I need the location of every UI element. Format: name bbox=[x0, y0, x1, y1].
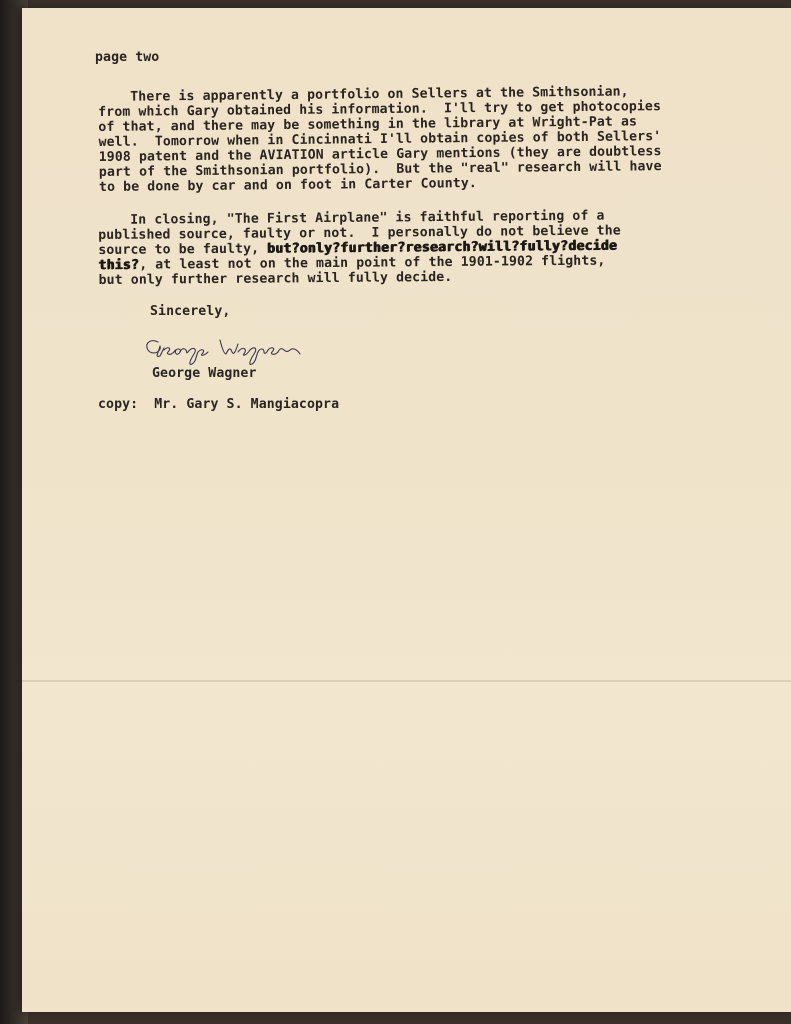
paragraph-line: In closing, "The First Airplane" is faithful reporting of a bbox=[98, 208, 605, 228]
paragraph-line: of that, and there may be something in the library at Wright-Pat as bbox=[98, 114, 638, 135]
paragraph-line: 1908 patent and the AVIATION article Gary mentions (they are doubtless bbox=[98, 144, 662, 165]
paragraph-line: well. Tomorrow when in Cincinnati I'll obtain copies of both Sellers' bbox=[98, 129, 662, 150]
paragraph-line: part of the Smithsonian portfolio). But the "real" research will have bbox=[98, 159, 662, 180]
handwritten-signature bbox=[140, 330, 310, 368]
paragraph-line: There is apparently a portfolio on Sellers at the Smithsonian, bbox=[98, 84, 629, 105]
paragraph-research bbox=[98, 84, 662, 195]
copy-recipient-line bbox=[98, 397, 339, 412]
struck-out-text: but?only?further?research?will?fully?decide bbox=[267, 238, 618, 257]
page-heading: page two bbox=[95, 50, 160, 65]
paragraph-line: but only further research will fully decide. bbox=[98, 269, 453, 288]
copy-recipient: Mr. Gary S. Mangiacopra bbox=[154, 397, 340, 412]
closing-salutation: Sincerely, bbox=[150, 304, 231, 319]
paragraph-closing bbox=[98, 208, 621, 288]
copy-label: copy: bbox=[98, 397, 139, 412]
paragraph-line: published source, faulty or not. I personally do not believe the bbox=[98, 223, 621, 243]
signature-text: George Wagner bbox=[140, 330, 147, 331]
paragraph-line: from which Gary obtained his information. I'll try to get photocopies bbox=[98, 99, 662, 120]
printed-name: George Wagner bbox=[152, 366, 257, 381]
paragraph-line: to be done by car and on foot in Carter County. bbox=[98, 176, 477, 195]
struck-out-text: this? bbox=[98, 257, 140, 273]
line-text: , at least not on the main point of the 1901-1902 flights, bbox=[139, 253, 606, 273]
line-text: source to be faulty, bbox=[98, 241, 268, 258]
